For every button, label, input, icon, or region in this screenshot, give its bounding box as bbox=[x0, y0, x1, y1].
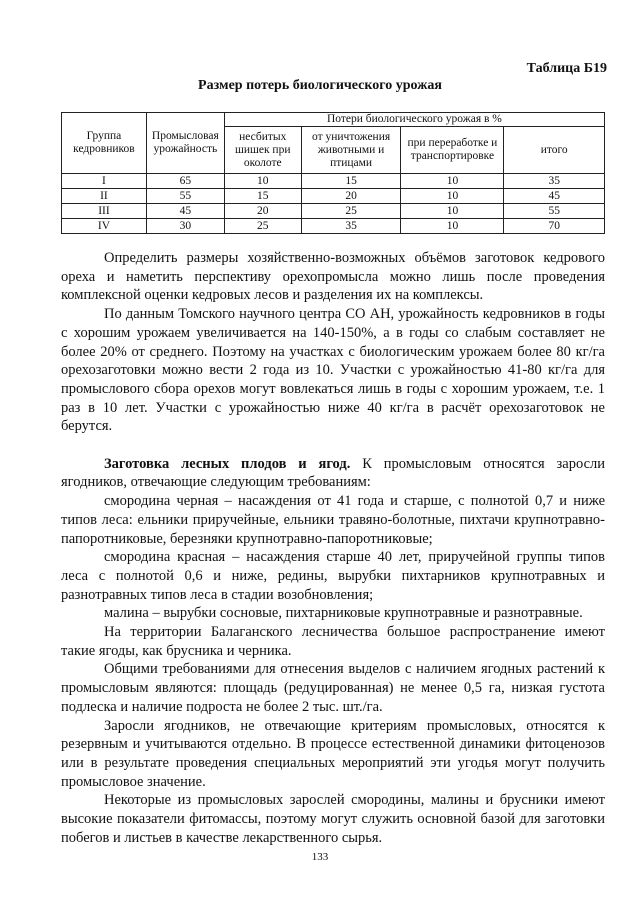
table-cell: 45 bbox=[146, 204, 224, 219]
table-cell: I bbox=[62, 174, 147, 189]
table-cell: 20 bbox=[301, 189, 401, 204]
paragraph: Заросли ягодников, не отвечающие критериям промысловых, относятся к резервным и учитываются отдельно. В процессе естественной динамики фитоценозов или в результате проведения специальных мероприятий эти угодья могут получить промысловое значение. bbox=[61, 717, 605, 790]
table-row bbox=[62, 219, 605, 234]
table-cell: 25 bbox=[301, 204, 401, 219]
paragraph: Определить размеры хозяйственно-возможных объёмов заготовок кедрового ореха и наметить перспективу орехопромысла можно лишь после проведения комплексной оценки кедровых лесов и разделения их на комплексы. bbox=[61, 250, 605, 304]
header-col-processing: при переработке и транспортировке bbox=[401, 127, 504, 174]
paragraph: смородина красная – насаждения старше 40 лет, приручейной группы типов леса с полнотой 0,6 и ниже, редины, вырубки пихтарников крупнотравных и разнотравных типов леса в стадии возобновления; bbox=[61, 549, 605, 603]
header-col-total: итого bbox=[504, 127, 605, 174]
table-caption: Размер потерь биологического урожая bbox=[198, 78, 442, 93]
table-cell: 30 bbox=[146, 219, 224, 234]
paragraph: По данным Томского научного центра СО АН, урожайность кедровников в годы с хорошим урожаем увеличивается на 140-150%, а в годы со слабым составляет не более 20% от среднего. Поэтому на участках с биологическим урожаем более 80 кг/га орехозаготовки можно вести 2 года из 10. Участки с урожайностью 41-80 кг/га для промыслового сбора орехов могут вовлекаться лишь в годы с хорошим урожаем, т.е. 1 раз в 10 лет. Участки с урожайностью ниже 40 кг/га в расчёт орехозаготовок не берутся. bbox=[61, 306, 605, 435]
body-text bbox=[61, 249, 605, 847]
table-cell: 10 bbox=[401, 189, 504, 204]
table-cell: 45 bbox=[504, 189, 605, 204]
table-row bbox=[62, 189, 605, 204]
table-cell: 65 bbox=[146, 174, 224, 189]
table-cell: 55 bbox=[146, 189, 224, 204]
section-heading: Заготовка лесных плодов и ягод. bbox=[104, 455, 351, 472]
table-cell: 25 bbox=[224, 219, 301, 234]
table-cell: 15 bbox=[224, 189, 301, 204]
section-paragraph bbox=[61, 455, 605, 492]
table-cell: 20 bbox=[224, 204, 301, 219]
paragraph: На территории Балаганского лесничества большое распространение имеют такие ягоды, как брусника и черника. bbox=[61, 624, 605, 659]
table-cell: 15 bbox=[301, 174, 401, 189]
paragraph: Общими требованиями для отнесения выделов с наличием ягодных растений к промысловым являются: площадь (редуцированная) не менее 0,5 га, низкая густота подлеска и наличие подроста не более 2 тыс. шт./га. bbox=[61, 661, 605, 715]
table-cell: 10 bbox=[401, 219, 504, 234]
table-cell: 70 bbox=[504, 219, 605, 234]
losses-table bbox=[61, 112, 605, 234]
table-cell: 10 bbox=[224, 174, 301, 189]
table-label: Таблица Б19 bbox=[526, 61, 607, 76]
table-cell: IV bbox=[62, 219, 147, 234]
table-cell: 35 bbox=[504, 174, 605, 189]
section-intro: К промысловым относятся заросли ягодников, отвечающие следующим требованиям: bbox=[61, 455, 605, 491]
table-cell: 10 bbox=[401, 204, 504, 219]
table-cell: 35 bbox=[301, 219, 401, 234]
table-cell: 55 bbox=[504, 204, 605, 219]
page-number: 133 bbox=[311, 851, 329, 863]
table-cell: II bbox=[62, 189, 147, 204]
table-row bbox=[62, 204, 605, 219]
header-losses-group: Потери биологического урожая в % bbox=[224, 113, 604, 127]
header-col-animals: от уничтожения животными и птицами bbox=[301, 127, 401, 174]
paragraph: Некоторые из промысловых зарослей смородины, малины и брусники имеют высокие показатели фитомассы, поэтому могут служить основной базой для заготовки побегов и листьев в качестве лекарственного сырья. bbox=[61, 792, 605, 846]
table-row bbox=[62, 174, 605, 189]
header-yield: Промысловая урожайность bbox=[146, 113, 224, 174]
header-col-unbeaten: несбитых шишек при околоте bbox=[224, 127, 301, 174]
paragraph: смородина черная – насаждения от 41 года и старше, с полнотой 0,7 и ниже типов леса: ельники приручейные, ельники травяно-болотные, пихтачи крупнотравно-папоротниковые, березняки крупнотравно-папоротниковые; bbox=[61, 493, 605, 547]
paragraph: малина – вырубки сосновые, пихтарниковые крупнотравные и разнотравные. bbox=[104, 605, 583, 622]
table-cell: III bbox=[62, 204, 147, 219]
header-group: Группа кедровников bbox=[62, 113, 147, 174]
table-cell: 10 bbox=[401, 174, 504, 189]
